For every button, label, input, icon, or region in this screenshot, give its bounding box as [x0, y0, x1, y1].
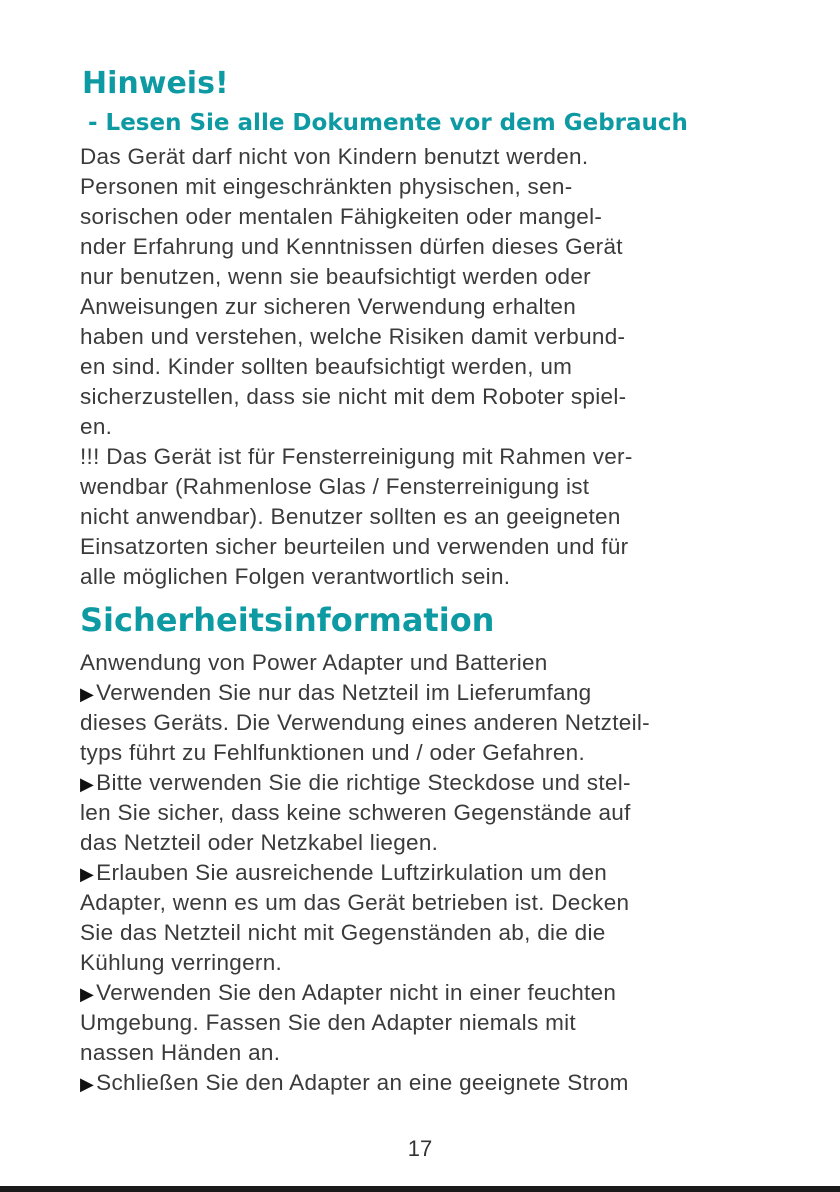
safety-line — [80, 648, 650, 678]
safety-line — [80, 708, 650, 738]
notice-line: sicherzustellen, dass sie nicht mit dem Roboter spiel- — [80, 384, 627, 409]
safety-line — [80, 918, 650, 948]
notice-line: en sind. Kinder sollten beaufsichtigt werden, um — [80, 354, 573, 379]
safety-line-text: Schließen Sie den Adapter an eine geeignete Strom — [96, 1070, 629, 1095]
safety-body — [80, 648, 650, 1098]
safety-line-text: nassen Händen an. — [80, 1040, 281, 1065]
triangle-bullet-icon: ▶ — [80, 864, 95, 884]
notice-body — [80, 142, 633, 592]
bottom-rule — [0, 1186, 840, 1192]
safety-line-text: Adapter, wenn es um das Gerät betrieben ist. Decken — [80, 890, 630, 915]
safety-line-text: das Netzteil oder Netzkabel liegen. — [80, 830, 439, 855]
safety-bullet-item — [80, 1068, 650, 1098]
safety-line — [80, 828, 650, 858]
notice-line: Das Gerät darf nicht von Kindern benutzt werden. — [80, 144, 589, 169]
safety-line — [80, 738, 650, 768]
safety-title: Sicherheitsinformation — [80, 601, 495, 639]
notice-line: nur benutzen, wenn sie beaufsichtigt werden oder — [80, 264, 591, 289]
page-number: 17 — [407, 1136, 433, 1161]
triangle-bullet-icon: ▶ — [80, 1074, 95, 1094]
safety-bullet-item — [80, 858, 650, 888]
notice-line: Anweisungen zur sicheren Verwendung erhalten — [80, 294, 577, 319]
safety-line-text: Umgebung. Fassen Sie den Adapter niemals mit — [80, 1010, 576, 1035]
safety-line-text: Sie das Netzteil nicht mit Gegenständen ab, die die — [80, 920, 606, 945]
safety-line — [80, 948, 650, 978]
safety-line-text: Verwenden Sie nur das Netzteil im Lieferumfang — [96, 680, 592, 705]
notice-line: nder Erfahrung und Kenntnissen dürfen dieses Gerät — [80, 234, 623, 259]
notice-line: haben und verstehen, welche Risiken damit verbund- — [80, 324, 626, 349]
safety-line-text: Erlauben Sie ausreichende Luftzirkulation um den — [96, 860, 608, 885]
safety-line — [80, 1008, 650, 1038]
notice-title: Hinweis! — [82, 66, 229, 101]
notice-line: Einsatzorten sicher beurteilen und verwenden und für — [80, 534, 629, 559]
safety-line-text: len Sie sicher, dass keine schweren Gegenstände auf — [80, 800, 631, 825]
safety-line-text: Bitte verwenden Sie die richtige Steckdose und stel- — [96, 770, 631, 795]
triangle-bullet-icon: ▶ — [80, 684, 95, 704]
safety-line-text: Kühlung verringern. — [80, 950, 283, 975]
safety-line-text: typs führt zu Fehlfunktionen und / oder Gefahren. — [80, 740, 585, 765]
notice-line: wendbar (Rahmenlose Glas / Fensterreinigung ist — [80, 474, 590, 499]
safety-line-text: dieses Geräts. Die Verwendung eines anderen Netzteil- — [80, 710, 650, 735]
triangle-bullet-icon: ▶ — [80, 774, 95, 794]
safety-line — [80, 888, 650, 918]
notice-subtitle: - Lesen Sie alle Dokumente vor dem Gebrauch — [88, 110, 688, 136]
safety-line-text: Anwendung von Power Adapter und Batterien — [80, 650, 548, 675]
safety-bullet-item — [80, 978, 650, 1008]
safety-line — [80, 798, 650, 828]
notice-line: !!! Das Gerät ist für Fensterreinigung mit Rahmen ver- — [80, 444, 633, 469]
safety-bullet-item — [80, 768, 650, 798]
notice-line: alle möglichen Folgen verantwortlich sein. — [80, 564, 511, 589]
triangle-bullet-icon: ▶ — [80, 984, 95, 1004]
notice-line: nicht anwendbar). Benutzer sollten es an geeigneten — [80, 504, 621, 529]
safety-line-text: Verwenden Sie den Adapter nicht in einer feuchten — [96, 980, 617, 1005]
safety-bullet-item — [80, 678, 650, 708]
notice-line: sorischen oder mentalen Fähigkeiten oder mangel- — [80, 204, 603, 229]
safety-line — [80, 1038, 650, 1068]
notice-line: Personen mit eingeschränkten physischen, sen- — [80, 174, 573, 199]
notice-line: en. — [80, 414, 113, 439]
